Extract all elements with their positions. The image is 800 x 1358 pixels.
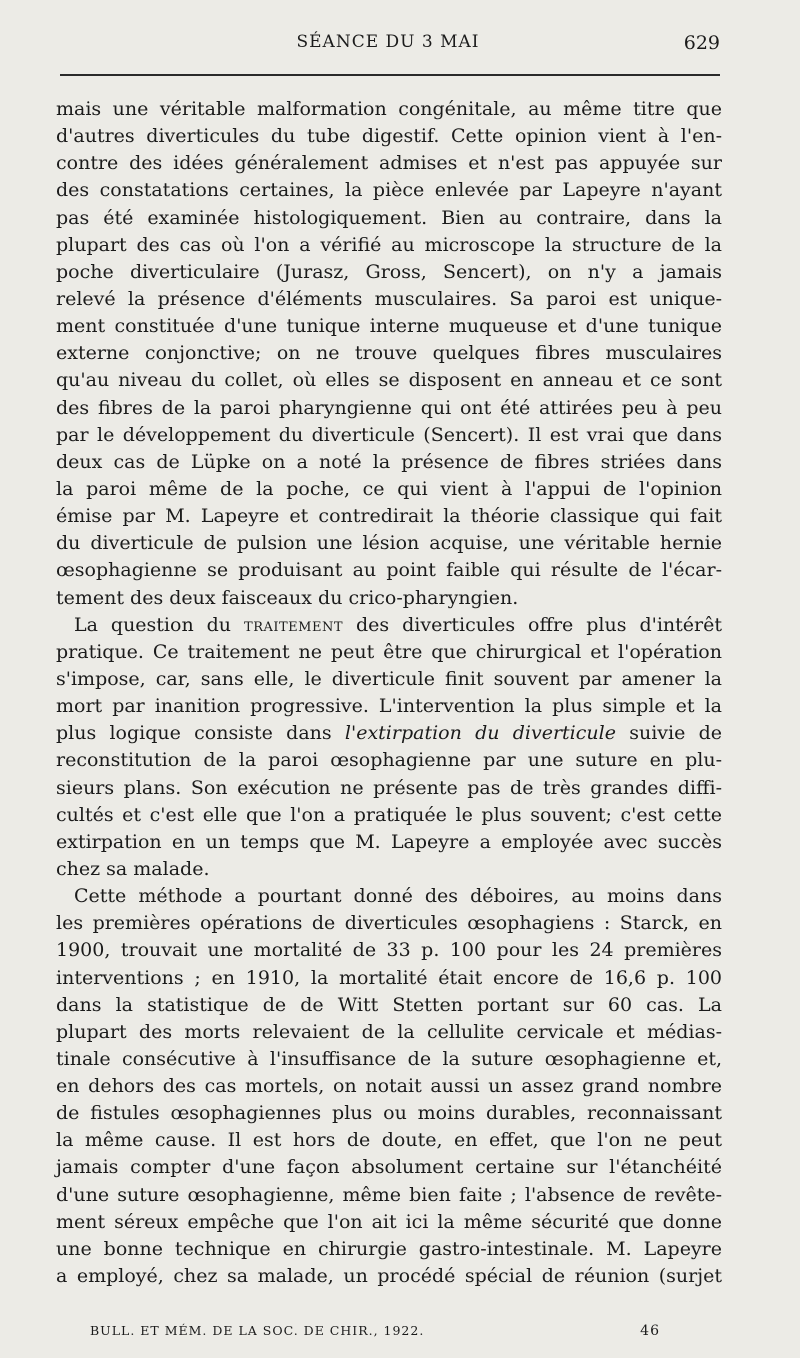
- text-line: [56, 720, 722, 747]
- text-line: par le développement du diverticule (Sencert). Il est vrai que dans: [56, 423, 722, 446]
- text-line: pas été examinée histologiquement. Bien au contraire, dans la: [56, 206, 722, 229]
- page-header: [56, 32, 720, 62]
- text-line: la paroi même de la poche, ce qui vient à l'appui de l'opinion: [56, 477, 722, 500]
- text-line: mort par inanition progressive. L'intervention la plus simple et la: [56, 695, 722, 718]
- page-footer: [90, 1323, 660, 1343]
- text-line: jamais compter d'une façon absolument certaine sur l'étanchéité: [56, 1156, 722, 1179]
- text-line: des constatations certaines, la pièce enlevée par Lapeyre n'ayant: [56, 179, 722, 202]
- signature-number: 46: [640, 1323, 660, 1339]
- header-rule: [60, 74, 720, 76]
- text-line: cultés et c'est elle que l'on a pratiquée le plus souvent; c'est cette: [56, 803, 722, 826]
- text-line: une bonne technique en chirurgie gastro-intestinale. M. Lapeyre: [56, 1237, 722, 1260]
- text-line: chez sa malade.: [56, 857, 210, 880]
- page-number: 629: [683, 32, 720, 54]
- body-text: [56, 96, 722, 1290]
- text-line: tement des deux faisceaux du crico-pharyngien.: [56, 586, 519, 609]
- text-segment: La question du: [74, 613, 232, 636]
- text-line: ment constituée d'une tunique interne muqueuse et d'une tunique: [56, 315, 722, 338]
- text-line: sieurs plans. Son exécution ne présente pas de très grandes diffi-: [56, 776, 722, 799]
- italic-term: l'extirpation du diverticule: [344, 722, 616, 745]
- text-line: s'impose, car, sans elle, le diverticule finit souvent par amener la: [56, 667, 722, 690]
- text-line: d'une suture œsophagienne, même bien faite ; l'absence de revête-: [56, 1183, 722, 1206]
- text-line: [56, 612, 722, 639]
- text-line: des fibres de la paroi pharyngienne qui ont été attirées peu à peu: [56, 396, 722, 419]
- text-line: extirpation en un temps que M. Lapeyre a employée avec succès: [56, 830, 722, 853]
- text-line: du diverticule de pulsion une lésion acquise, une véritable hernie: [56, 532, 722, 555]
- text-line: reconstitution de la paroi œsophagienne par une suture en plu-: [56, 749, 722, 772]
- text-segment: des diverticules offre plus d'intérêt: [356, 613, 722, 636]
- text-line: interventions ; en 1910, la mortalité était encore de 16,6 p. 100: [56, 966, 722, 989]
- text-line: 1900, trouvait une mortalité de 33 p. 100 pour les 24 premières: [56, 939, 722, 962]
- text-line: contre des idées généralement admises et n'est pas appuyée sur: [56, 152, 722, 175]
- text-segment: suivie de: [629, 722, 722, 745]
- text-line: œsophagienne se produisant au point faible qui résulte de l'écar-: [56, 559, 722, 582]
- text-line: la même cause. Il est hors de doute, en effet, que l'on ne peut: [56, 1129, 722, 1152]
- text-line: d'autres diverticules du tube digestif. Cette opinion vient à l'en-: [56, 125, 722, 148]
- text-line: a employé, chez sa malade, un procédé spécial de réunion (surjet: [56, 1265, 722, 1288]
- text-line: plupart des cas où l'on a vérifié au microscope la structure de la: [56, 233, 722, 256]
- text-line: tinale consécutive à l'insuffisance de la suture œsophagienne et,: [56, 1047, 722, 1070]
- text-line: pratique. Ce traitement ne peut être que chirurgical et l'opération: [56, 640, 722, 663]
- footer-citation: BULL. ET MÉM. DE LA SOC. DE CHIR., 1922.: [90, 1323, 425, 1338]
- text-line: Cette méthode a pourtant donné des déboires, au moins dans: [74, 885, 722, 908]
- text-line: émise par M. Lapeyre et contredirait la théorie classique qui fait: [56, 505, 722, 528]
- text-line: mais une véritable malformation congénitale, au même titre que: [56, 98, 722, 120]
- running-head: SÉANCE DU 3 MAI: [296, 32, 480, 52]
- text-line: ment séreux empêche que l'on ait ici la même sécurité que donne: [56, 1210, 722, 1233]
- small-caps-term: traitement: [244, 613, 344, 636]
- text-line: plupart des morts relevaient de la cellulite cervicale et médias-: [56, 1020, 722, 1043]
- text-segment: plus logique consiste dans: [56, 722, 332, 745]
- text-line: relevé la présence d'éléments musculaires. Sa paroi est unique-: [56, 287, 722, 310]
- text-line: qu'au niveau du collet, où elles se disposent en anneau et ce sont: [56, 369, 722, 392]
- text-line: dans la statistique de de Witt Stetten portant sur 60 cas. La: [56, 993, 722, 1016]
- text-line: en dehors des cas mortels, on notait aussi un assez grand nombre: [56, 1075, 722, 1098]
- text-line: deux cas de Lüpke on a noté la présence de fibres striées dans: [56, 450, 722, 473]
- text-line: de fistules œsophagiennes plus ou moins durables, reconnaissant: [56, 1102, 722, 1125]
- text-line: les premières opérations de diverticules œsophagiens : Starck, en: [56, 912, 722, 935]
- text-line: poche diverticulaire (Jurasz, Gross, Sencert), on n'y a jamais: [56, 260, 722, 283]
- text-line: externe conjonctive; on ne trouve quelques fibres musculaires: [56, 342, 722, 365]
